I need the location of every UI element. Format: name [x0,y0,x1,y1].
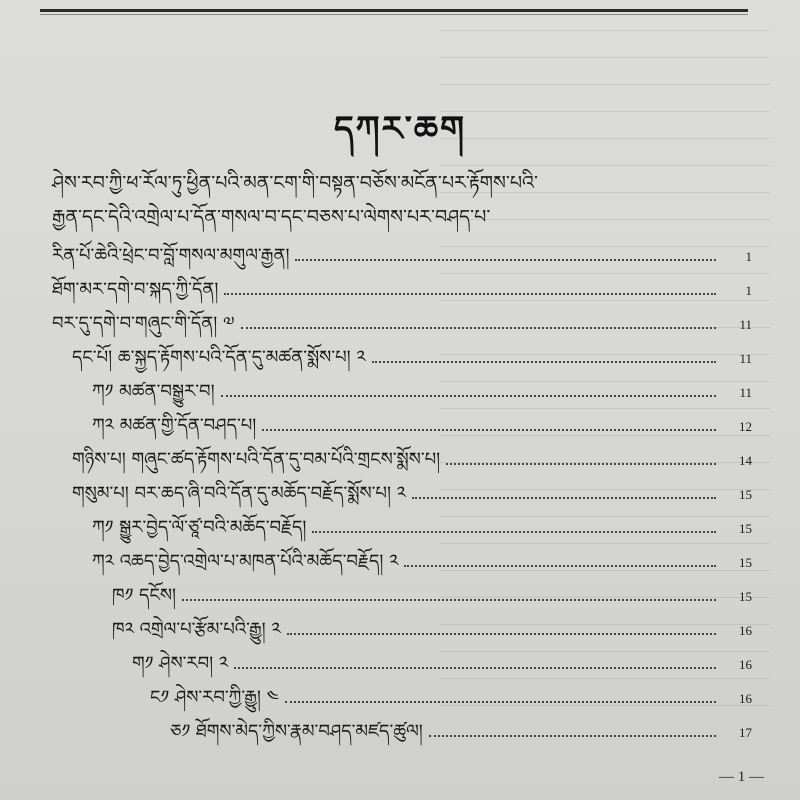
toc-entry-page: 16 [739,623,752,638]
toc-entry-page: 1 [745,249,752,264]
toc-leader-dots [262,429,716,431]
toc-entry[interactable] [72,440,752,468]
toc-leader-dots [295,259,716,261]
toc-entry-page: 14 [739,453,752,468]
toc-entry[interactable] [72,474,752,502]
toc-entry[interactable] [92,372,752,400]
toc-entry-label: དང་པོ། ཆ་སྐྱད་རྟོགས་པའི་དོན་དུ་མཚན་སྨོས་པ། ༢ [72,347,366,368]
toc-entry-label: ཐོག་མར་དགེ་བ་སྐད་ཀྱི་དོན། [52,279,219,300]
toc-leader-dots [285,701,716,703]
toc-entry-label: གཉིས་པ། གཞུང་ཚད་རྟོགས་པའི་དོན་དུ་བམ་པོའི་གྲངས་སྨོས་པ། [72,449,441,470]
toc-entry-label: གསུམ་པ། བར་ཆད་ཞི་བའི་དོན་དུ་མཆོད་བརྗོད་སྨོས་པ། ༢ [72,483,406,504]
toc-entry-page: 12 [739,419,752,434]
toc-entry[interactable] [112,576,752,604]
toc-entry-page: 15 [739,521,752,536]
toc-leader-dots [372,361,716,363]
toc-entry-page: 16 [739,657,752,672]
toc-leader-dots [221,395,716,397]
toc-entry-label: ཅ༡ ཐོགས་མེད་ཀྱིས་རྣམ་བཤད་མཛད་ཚུལ། [170,721,423,742]
toc-entry-page: 15 [739,589,752,604]
toc-entry-label: ང༡ ཤེས་རབ་ཀྱི་རྒྱུ། ༤ [150,687,279,708]
toc-leader-dots [241,327,717,329]
toc-entry-page: 11 [739,351,752,366]
toc-entry-label: ག༡ ཤེས་རབ། ༢ [132,653,229,674]
toc-entry-page: 15 [739,555,752,570]
toc-entry[interactable] [132,644,752,672]
toc-entry-label: ཁ༡ དངོས། [112,585,176,606]
toc-entry[interactable] [92,406,752,434]
toc-entry-label: ཀ༢ མཚན་གྱི་དོན་བཤད་པ། [92,415,257,436]
toc-entry[interactable] [52,304,752,332]
toc-entry-label: ཁ༢ འགྲེལ་པ་རྩོམ་པའི་རྒྱུ། ༢ [112,619,281,640]
toc-leader-dots [234,667,716,669]
toc-leader-dots [404,565,716,567]
toc-entry[interactable] [52,236,752,264]
toc-entry-page: 16 [739,691,752,706]
page-title: དཀར་ཆག [333,109,467,149]
toc-leader-dots [312,531,716,533]
intro-line-1: ཤེས་རབ་ཀྱི་ཕ་རོལ་ཏུ་ཕྱིན་པའི་མན་ངག་གི་བསྟན་བཅོས་མངོན་པར་རྟོགས་པའི་ [52,172,539,194]
toc-entry[interactable] [92,508,752,536]
toc-entry-page: 11 [739,317,752,332]
toc-leader-dots [287,633,716,635]
toc-entry-label: ཀ༡ མཚན་བསྒྱུར་བ། [92,381,215,402]
toc-entry[interactable] [92,542,752,570]
toc-entry[interactable] [72,338,752,366]
toc-entry-page: 11 [739,385,752,400]
page-number: — 1 — [719,769,764,785]
toc-entry[interactable] [170,712,752,740]
toc-leader-dots [412,497,716,499]
intro-line-2: རྒྱན་དང་དེའི་འགྲེལ་པ་དོན་གསལ་བ་དང་བཅས་པ་ལེགས་པར་བཤད་པ་ [52,206,491,228]
toc-leader-dots [429,735,716,737]
toc-leader-dots [224,293,716,295]
toc-entry[interactable] [52,270,752,298]
toc-entry-label: རིན་པོ་ཆེའི་ཕྲེང་བ་བློ་གསལ་མགུལ་རྒྱན། [52,245,290,266]
toc-entry-page: 17 [739,725,752,740]
toc-entry-label: བར་དུ་དགེ་བ་གཞུང་གི་དོན། ༧ [52,313,235,334]
toc-leader-dots [446,463,716,465]
toc-entry[interactable] [150,678,752,706]
toc-leader-dots [182,599,716,601]
toc-entry-page: 1 [745,283,752,298]
toc-entry-label: ཀ༡ སྒྱུར་བྱེད་ལོ་ཙཱ་བའི་མཆོད་བརྗོད། [92,517,307,538]
toc-entry[interactable] [112,610,752,638]
toc-entry-page: 15 [739,487,752,502]
toc-entry-label: ཀ༢ འཆད་བྱེད་འགྲེལ་པ་མཁན་པོའི་མཆོད་བརྗོད། ༢ [92,551,399,572]
